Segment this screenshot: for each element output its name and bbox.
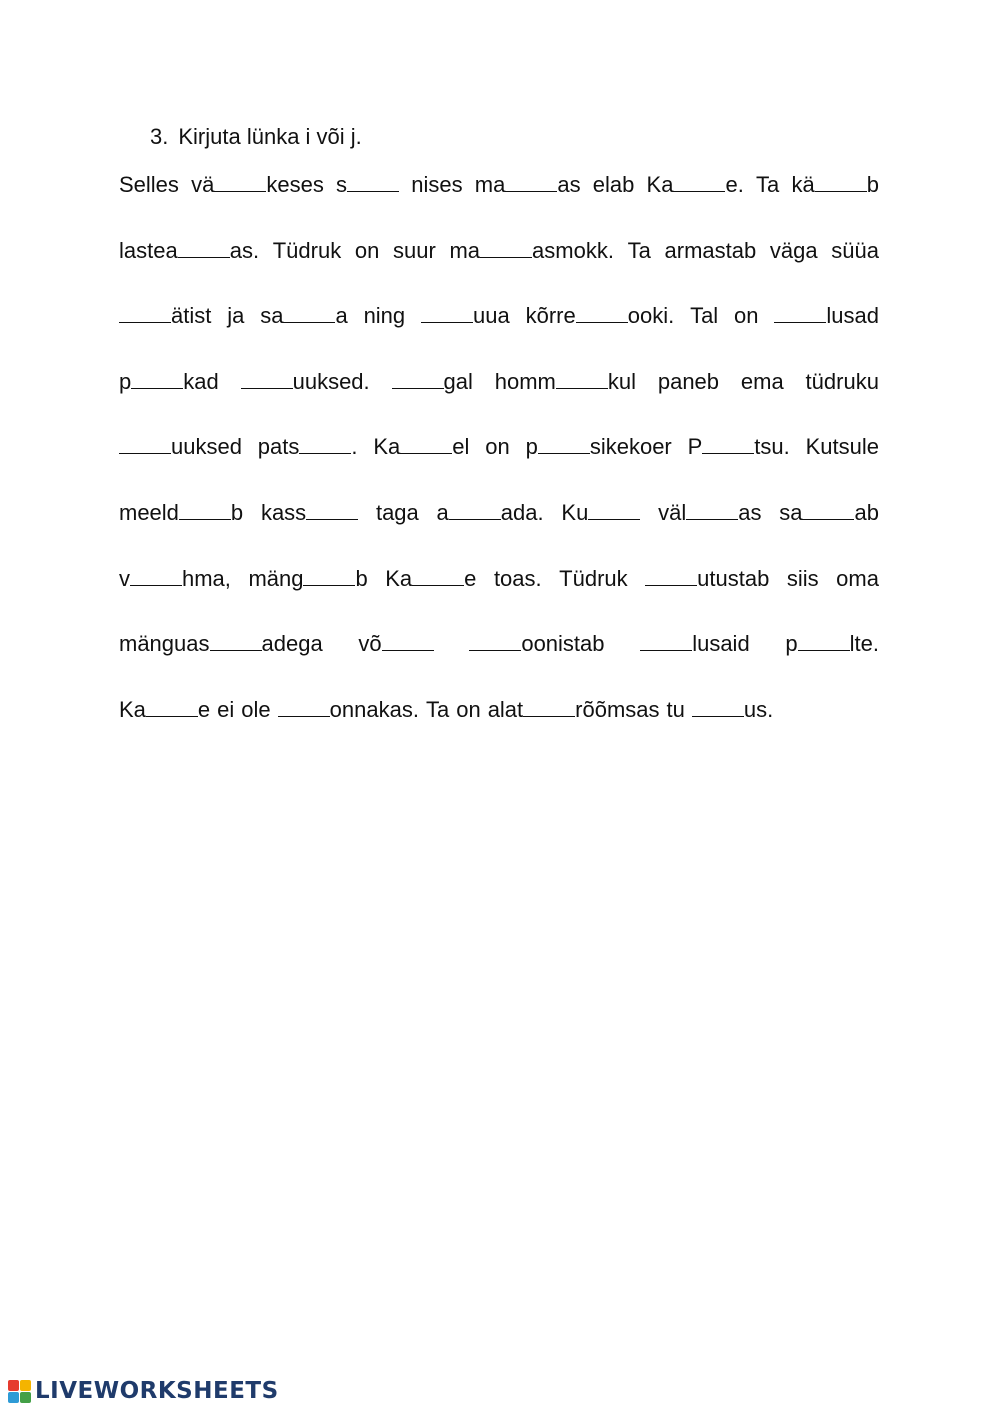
text-fragment: vä [191, 172, 215, 197]
text-fragment: meeld [119, 500, 179, 525]
blank-input[interactable] [774, 302, 826, 323]
text-fragment: a [436, 500, 449, 525]
word [787, 562, 819, 596]
word [355, 234, 379, 268]
blank-input[interactable] [523, 696, 575, 717]
word [241, 365, 370, 399]
word [593, 168, 635, 202]
text-fragment: rõõmsas [575, 696, 660, 722]
text-fragment: P [687, 434, 703, 460]
text-line [119, 430, 879, 464]
word [373, 430, 469, 464]
text-fragment: lusaid [692, 631, 750, 657]
text-fragment: asmokk. [532, 237, 614, 263]
word [475, 168, 581, 202]
word [119, 365, 219, 399]
word [119, 168, 179, 202]
word [119, 234, 259, 268]
logo-square [20, 1380, 31, 1391]
blank-input[interactable] [538, 433, 590, 454]
text-line [119, 365, 879, 399]
word [227, 299, 244, 333]
blank-input[interactable] [469, 630, 521, 651]
word [806, 365, 879, 399]
text-fragment: armastab [664, 237, 757, 263]
text-fragment: ätist [171, 303, 212, 329]
text-fragment: väga [769, 237, 818, 263]
text-fragment: ei [217, 696, 235, 722]
word [774, 299, 879, 333]
text-fragment: kõrre [525, 303, 576, 329]
text-fragment: Tüdruk [272, 237, 342, 263]
text-fragment: . [351, 434, 358, 460]
word [426, 693, 449, 727]
blank-input[interactable] [283, 302, 335, 323]
text-fragment: tu [666, 696, 685, 722]
word [667, 693, 685, 727]
blank-input[interactable] [505, 171, 557, 192]
text-fragment: Ka [385, 565, 413, 591]
word [658, 496, 761, 530]
blank-input[interactable] [702, 433, 754, 454]
text-fragment: siis [786, 565, 819, 591]
word [647, 168, 744, 202]
word [770, 234, 818, 268]
text-fragment: sa [260, 303, 284, 329]
blank-input[interactable] [210, 630, 262, 651]
text-fragment: kul [607, 368, 636, 394]
text-line [119, 299, 879, 333]
text-fragment: ma [474, 172, 506, 197]
liveworksheets-logo [8, 1378, 279, 1404]
text-fragment: as [738, 500, 762, 525]
word [385, 562, 476, 596]
logo-text: LIVEWORKSHEETS [35, 1378, 279, 1404]
word [393, 234, 436, 268]
text-fragment: uuksed [171, 434, 242, 460]
text-fragment: e [197, 696, 211, 722]
blank-input[interactable] [673, 171, 725, 192]
text-fragment: sa [779, 500, 803, 525]
blank-input[interactable] [382, 630, 434, 651]
text-fragment: Ka [646, 172, 674, 197]
text-line [119, 627, 879, 661]
blank-input[interactable] [392, 368, 444, 389]
logo-square [8, 1392, 19, 1403]
text-fragment: ab [854, 500, 879, 525]
text-fragment: p [119, 368, 132, 394]
blank-input[interactable] [278, 696, 330, 717]
blank-input[interactable] [214, 171, 266, 192]
text-fragment: ada. [500, 500, 544, 525]
word [485, 430, 509, 464]
text-fragment: elab [592, 172, 635, 197]
text-fragment: keses [266, 172, 324, 197]
word [119, 693, 210, 727]
text-fragment: gal [443, 368, 473, 394]
blank-input[interactable] [645, 565, 697, 586]
text-fragment: ma [449, 237, 481, 263]
text-fragment: Selles [119, 172, 179, 197]
text-fragment: Ku [561, 500, 589, 525]
word [191, 168, 324, 202]
blank-input[interactable] [347, 171, 399, 192]
text-fragment: nises [411, 172, 463, 197]
text-fragment: e [464, 565, 477, 591]
text-fragment: hma, [182, 565, 231, 591]
text-fragment: on [354, 237, 380, 263]
word [526, 430, 672, 464]
word [119, 627, 323, 661]
text-fragment: uuksed. [292, 368, 370, 394]
text-fragment: tsu. [754, 434, 790, 460]
word [261, 496, 358, 530]
word [273, 234, 341, 268]
word [741, 365, 784, 399]
word [785, 627, 879, 661]
blank-input[interactable] [449, 499, 501, 520]
word [119, 496, 243, 530]
blank-input[interactable] [130, 565, 182, 586]
word [449, 234, 613, 268]
blank-input[interactable] [576, 302, 628, 323]
word [734, 299, 758, 333]
text-fragment: kad [183, 368, 219, 394]
word [658, 365, 719, 399]
logo-square [8, 1380, 19, 1391]
text-fragment: taga [375, 500, 419, 525]
blank-input[interactable] [400, 433, 452, 454]
text-fragment: e. [725, 172, 744, 197]
text-fragment: lte. [849, 631, 879, 657]
word [469, 627, 604, 661]
blank-input[interactable] [556, 368, 608, 389]
exercise-instruction: Kirjuta lünka i või j. [178, 124, 362, 149]
word [690, 299, 718, 333]
logo-square [20, 1392, 31, 1403]
text-fragment: lastea [119, 237, 178, 263]
blank-input[interactable] [480, 237, 532, 258]
text-fragment: ole [241, 696, 271, 722]
text-fragment: us. [743, 696, 774, 722]
text-fragment: v [119, 565, 130, 591]
word [559, 562, 627, 596]
word [248, 562, 367, 596]
word [688, 430, 790, 464]
word [258, 430, 358, 464]
blank-input[interactable] [146, 696, 198, 717]
text-fragment: lusad [826, 303, 879, 329]
text-fragment: tüdruku [805, 368, 879, 394]
text-fragment: as. [229, 237, 260, 263]
text-fragment: ooki. [627, 303, 675, 329]
text-fragment: ning [363, 303, 406, 329]
text-fragment: b [230, 500, 244, 525]
text-line [119, 496, 879, 530]
word [119, 430, 242, 464]
word [119, 299, 211, 333]
text-fragment: väl [658, 500, 687, 525]
word [358, 627, 433, 661]
text-fragment: on [485, 434, 510, 460]
text-fragment: koer [628, 434, 672, 460]
word [336, 168, 399, 202]
word [640, 627, 749, 661]
text-fragment: kass [260, 500, 307, 525]
blank-input[interactable] [421, 302, 473, 323]
text-fragment: suur [393, 237, 436, 263]
blank-input[interactable] [119, 433, 171, 454]
blank-input[interactable] [686, 499, 738, 520]
text-fragment: Ta [756, 172, 780, 197]
text-line [119, 234, 879, 268]
text-fragment: Ka [119, 696, 146, 722]
word [836, 562, 879, 596]
text-fragment: kä [791, 172, 815, 197]
text-fragment: p [785, 631, 798, 657]
text-fragment: alat [487, 696, 524, 722]
text-line [119, 562, 879, 596]
text-fragment: süüa [831, 237, 879, 263]
word [119, 562, 231, 596]
text-line [119, 168, 879, 202]
text-fragment: utustab [697, 565, 770, 591]
blank-input[interactable] [241, 368, 293, 389]
word [260, 299, 348, 333]
word [392, 365, 473, 399]
text-fragment: Ka [373, 434, 401, 460]
blank-input[interactable] [640, 630, 692, 651]
text-fragment: on [734, 303, 759, 329]
text-fragment: b [866, 172, 879, 197]
blank-input[interactable] [303, 565, 355, 586]
blank-input[interactable] [299, 433, 351, 454]
text-fragment: oma [836, 565, 879, 591]
word [278, 693, 419, 727]
text-fragment: on [456, 696, 481, 722]
blank-input[interactable] [179, 499, 231, 520]
text-line [119, 693, 879, 727]
text-fragment: paneb [657, 368, 720, 394]
word [665, 234, 757, 268]
blank-input[interactable] [178, 237, 230, 258]
text-fragment: pats [257, 434, 300, 460]
text-fragment: p [525, 434, 538, 460]
blank-input[interactable] [119, 302, 171, 323]
word [411, 168, 462, 202]
word [217, 693, 234, 727]
text-fragment: uua [473, 303, 510, 329]
logo-grid-icon [8, 1380, 31, 1403]
word [561, 496, 640, 530]
text-fragment: b [355, 565, 368, 591]
text-fragment: Ta [627, 237, 651, 263]
word [241, 693, 270, 727]
text-fragment: adega [261, 631, 323, 657]
word [376, 496, 419, 530]
word [495, 365, 636, 399]
blank-input[interactable] [131, 368, 183, 389]
exercise-number: 3. [150, 124, 169, 149]
blank-input[interactable] [588, 499, 640, 520]
blank-input[interactable] [802, 499, 854, 520]
text-fragment: mänguas [119, 631, 210, 657]
word [806, 430, 879, 464]
blank-input[interactable] [306, 499, 358, 520]
text-fragment: s [336, 172, 348, 197]
text-fragment: Tüdruk [559, 565, 628, 591]
word [421, 299, 510, 333]
text-fragment: a [335, 303, 348, 329]
text-fragment: onnakas. [329, 696, 419, 722]
word [437, 496, 544, 530]
blank-input[interactable] [815, 171, 867, 192]
exercise-title [150, 122, 362, 152]
text-fragment: Kutsule [805, 434, 879, 460]
text-fragment: toas. [493, 565, 542, 591]
blank-input[interactable] [798, 630, 850, 651]
word [364, 299, 406, 333]
text-fragment: mäng [248, 565, 304, 591]
word [779, 496, 879, 530]
word [756, 168, 779, 202]
word [494, 562, 542, 596]
word [526, 299, 675, 333]
text-fragment: ja [227, 303, 245, 329]
text-fragment: as [557, 172, 581, 197]
text-fragment: Ta [425, 696, 450, 722]
word [628, 234, 651, 268]
text-fragment: sike [589, 434, 629, 460]
blank-input[interactable] [692, 696, 744, 717]
text-fragment: võ [358, 631, 382, 657]
word [791, 168, 879, 202]
text-fragment: el [452, 434, 470, 460]
text-fragment: Tal [690, 303, 719, 329]
word [488, 693, 660, 727]
text-fragment: oonistab [521, 631, 605, 657]
blank-input[interactable] [412, 565, 464, 586]
word [692, 693, 773, 727]
word [831, 234, 879, 268]
text-fragment: ema [740, 368, 784, 394]
word [645, 562, 769, 596]
word [456, 693, 480, 727]
text-fragment: homm [494, 368, 556, 394]
